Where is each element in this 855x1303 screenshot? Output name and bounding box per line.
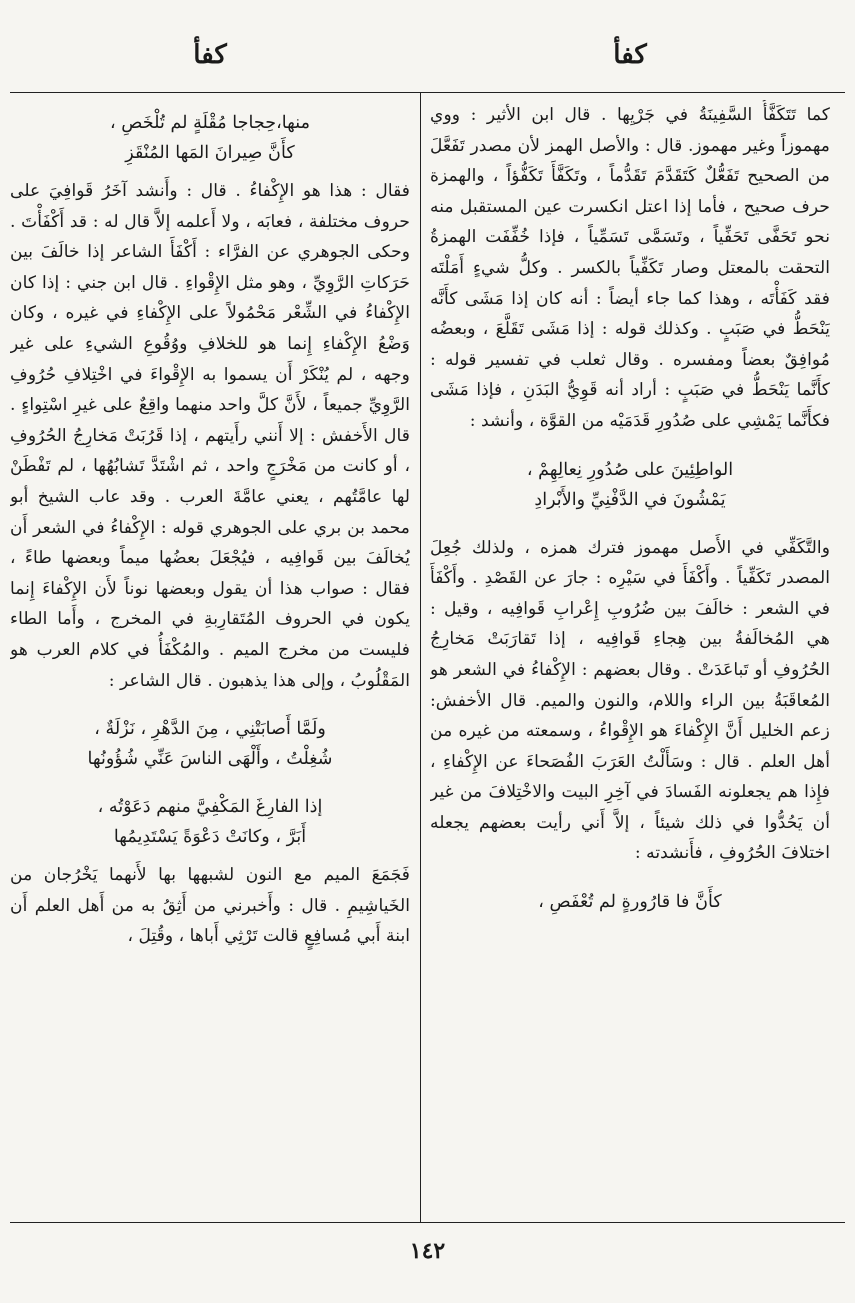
verse-line: كأَنَّ صِيرانَ المَها المُنْقَزِ — [125, 143, 295, 163]
bottom-rule — [10, 1222, 845, 1223]
verse-line: أَبَرَّ ، وكانَتْ دَعْوَةً يَسْتَدِيمُها — [113, 827, 307, 848]
left-verse-1 — [10, 108, 410, 168]
column-divider — [420, 92, 421, 1222]
verse-line: كأَنَّ فا قارُورةٍ لم تُعْفَصِ ، — [538, 892, 722, 913]
left-paragraph-2: فَجَمَعَ الميم مع النون لشبهها بها لأَنهما يَخْرُجان من الخَياشِيمِ . قال : وأَخبرني من أَثِقُ به من أَهل العلم أَن ابنة أَبي مُسافِعٍ قالت تَرْثِي أَباها ، وقُتِلَ ، — [10, 865, 410, 947]
verse-line: شُغِلْتُ ، وأَلْهَى الناسَ عَنِّي شُؤُونُها — [87, 749, 333, 770]
verse-line: يَمْشُونَ في الدَّفْنِيِّ والأَبْرادِ — [534, 489, 726, 510]
verse-line: منها،حِجاجا مُقْلَةٍ لم تُلْخَصِ ، — [109, 113, 311, 133]
right-header-word: كفأ — [613, 40, 647, 70]
left-column — [10, 100, 410, 1212]
left-header-word: كفأ — [193, 40, 227, 70]
right-verse-1 — [430, 455, 830, 515]
top-rule — [10, 92, 845, 93]
left-verse-3 — [10, 792, 410, 852]
right-paragraph-2: والتَّكَفِّي في الأَصل مهموز فترك همزه ، ولذلك جُعِلَ المصدر تَكَفِّياً . وأَكْفَأَ في سَيْرِه : جارَ عن القَصْدِ . وأَكْفَأَ في الشعر : خالَفَ بين ضُرُوبِ إِعْرابِ قَوافِيه ، وقيل : هي المُخالَفةُ بين هِجاءِ قَوافِيه ، إذا تَقارَبَتْ مَخارِجُ الحُرُوفِ أو تَباعَدَتْ . وقال بعضهم : الإِكْفاءُ في الشعر هو المُعاقَبَةُ بين الراء واللام، والنون والميم. قال الأخفش: زعم الخليل أَنَّ الإِكْفاءَ هو الإِقْواءُ ، وسمعته من غيره من أهل العلم . قال : وسَأَلْتُ العَرَبَ الفُصَحاءَ عن الإِكْفاءِ ، فإِذا هم يجعلونه الفَسادَ في آخِرِ البيت والاخْتِلافَ من غير أن يَحُدُّوا في ذلك شيئاً ، إلاَّ أَني رأيت بعضهم يجعله اختلافَ الحُرُوفِ ، فأَنشدته : — [430, 537, 830, 864]
right-paragraph-1: كما تَتَكَفَّأُ السَّفِينَةُ في جَرْيِها . قال ابن الأثير : ووي مهموزاً وغير مهموز. قال : والأصل الهمز لأن مصدر تَفَعَّلَ من الصحيح تَفَعُّلٌ كَتَقَدَّمَ تَقَدُّماً ، وتَكَفَّأَ تَكَفُّؤاً ، والهمزة حرف صحيح ، فأما إذا اعتل انكسرت عين المستقبل منه نحو تَحَفَّى تَحَفِّياً ، وتَسَمَّى تَسَمِّياً ، فإذا خُفِّفَت الهمزةُ التحقت بالمعتل وصار تَكَفِّياً بالكسر . وكلُّ شيءٍ أَمَلْتَه فقد كَفَأْتَه ، وهذا كما جاء أيضاً : أنه كان إذا مَشَى كأَنَّه يَنْحَطُّ في صَبَبٍ . وكذلك قوله : إذا مَشَى تَقَلَّعَ ، وبعضُه مُوافِقٌ بعضاً ومفسره . وقال ثعلب في تفسير قوله : كأَنَّما يَنْحَطُّ في صَبَبٍ : أراد أنه قَوِيُّ البَدَنِ ، فإذا مَشَى فكأَنَّما يَمْشِي على صُدُورِ قَدَمَيْه من القوَّة ، وأنشد : — [430, 105, 830, 431]
left-paragraph-1: فقال : هذا هو الإِكْفاءُ . قال : وأَنشد آخَرُ قَوافِيَ على حروف مختلفة ، فعابَه ، ولا أَعلمه إلاَّ قال له : قد أَكْفَأْتَ . وحكى الجوهري عن الفرَّاء : أَكْفَأَ الشاعر إذا خالَفَ بين حَرَكاتِ الرَّوِيِّ ، وهو مثل الإِقْواءِ . قال ابن جني : إذا كان الإِكْفاءُ في الشِّعْر مَحْمُولاً على الإِكْفاءِ في غيره ، وكان وَضْعُ الإِكْفاءِ إِنما هو للخلافِ ووُقُوعِ الشيءِ على غير وجهه ، لم يُنْكَرْ أَن يسموا به الإِقْواءَ في اخْتِلافِ حُرُوفِ الرَّوِيِّ جميعاً ، لأَنَّ كلَّ واحد منهما واقِعٌ على غيرِ اسْتِواءٍ . قال الأَخفش : إلا أَنني رأَيتهم ، إذا قَرُبَتْ مَخارِجُ الحُرُوفِ ، أو كانت من مَخْرَجٍ واحد ، ثم اشْتَدَّ تَشابُهُها ، لم تَفْطَنْ لها عامَّتُهم ، يعني عامَّةَ العرب . وقد عاب الشيخ أبو محمد بن بري على الجوهري قوله : الإِكْفاءُ في الشعر أَن يُخالَفَ بين قَوافِيه ، فيُجْعَلَ بعضُها ميماً وبعضها طاءً ، فقال : صواب هذا أن يقول وبعضها نوناً لأَن الإِكْفاءَ إِنما يكون في الحروف المُتَقارِبةِ في المخرج ، وأَما الطاء فليست من مخرج الميم . والمُكْفَأُ في كلام العرب هو المَقْلُوبُ ، وإلى هذا يذهبون . قال الشاعر : — [10, 181, 410, 691]
verse-line: ولَمَّا أَصابَتْنِي ، مِنَ الدَّهْرِ ، نَزْلَةٌ ، — [94, 719, 326, 740]
page-number: ١٤٢ — [409, 1238, 446, 1264]
verse-line: إذا الفارِغَ المَكْفِيَّ منهم دَعَوْتُه ، — [97, 797, 323, 818]
left-verse-2 — [10, 714, 410, 774]
verse-line: الواطِئِينَ على صُدُورِ نِعالِهِمْ ، — [526, 459, 734, 480]
right-verse-2 — [430, 887, 830, 917]
right-column — [430, 100, 830, 1212]
